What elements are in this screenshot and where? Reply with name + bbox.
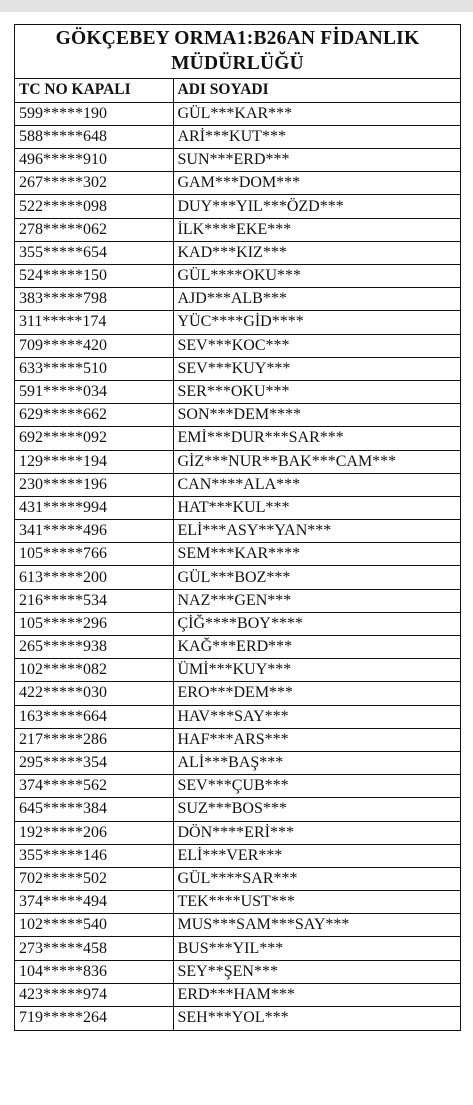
tc-no-cell: 230*****196 xyxy=(15,473,173,496)
table-row xyxy=(15,241,460,264)
table-row xyxy=(15,404,460,427)
name-cell: SER***OKU*** xyxy=(173,380,460,403)
table-row xyxy=(15,589,460,612)
name-cell: GÜL***KAR*** xyxy=(173,102,460,125)
name-cell: ERO***DEM*** xyxy=(173,682,460,705)
tc-no-cell: 423*****974 xyxy=(15,983,173,1006)
tc-no-cell: 267*****302 xyxy=(15,172,173,195)
name-cell: ELİ***ASY**YAN*** xyxy=(173,520,460,543)
table-row xyxy=(15,775,460,798)
tc-no-cell: 374*****494 xyxy=(15,891,173,914)
name-cell: GÜL****SAR*** xyxy=(173,867,460,890)
tc-no-cell: 102*****540 xyxy=(15,914,173,937)
table-row xyxy=(15,357,460,380)
name-cell: ALİ***BAŞ*** xyxy=(173,751,460,774)
tc-no-cell: 613*****200 xyxy=(15,566,173,589)
name-cell: SEM***KAR**** xyxy=(173,543,460,566)
name-cell: DUY***YIL***ÖZD*** xyxy=(173,195,460,218)
tc-no-cell: 265*****938 xyxy=(15,636,173,659)
tc-no-cell: 591*****034 xyxy=(15,380,173,403)
name-cell: BUS***YIL*** xyxy=(173,937,460,960)
title-line-2: MÜDÜRLÜĞÜ xyxy=(171,53,304,74)
name-cell: SUZ***BOS*** xyxy=(173,798,460,821)
table-row xyxy=(15,288,460,311)
table-row xyxy=(15,427,460,450)
table-row xyxy=(15,891,460,914)
tc-no-cell: 311*****174 xyxy=(15,311,173,334)
name-cell: KAĞ***ERD*** xyxy=(173,636,460,659)
table-row xyxy=(15,195,460,218)
tc-no-cell: 496*****910 xyxy=(15,149,173,172)
tc-no-cell: 129*****194 xyxy=(15,450,173,473)
name-cell: ÇİĞ****BOY**** xyxy=(173,612,460,635)
table-body xyxy=(15,102,460,1030)
table-row xyxy=(15,844,460,867)
tc-no-cell: 645*****384 xyxy=(15,798,173,821)
table-row xyxy=(15,218,460,241)
tc-no-cell: 105*****296 xyxy=(15,612,173,635)
document-sheet xyxy=(14,24,461,1031)
tc-no-cell: 431*****994 xyxy=(15,496,173,519)
tc-no-cell: 629*****662 xyxy=(15,404,173,427)
name-cell: SEH***YOL*** xyxy=(173,1007,460,1030)
table-row xyxy=(15,682,460,705)
table-row xyxy=(15,566,460,589)
name-cell: SEV***KUY*** xyxy=(173,357,460,380)
table-row xyxy=(15,496,460,519)
table-row xyxy=(15,960,460,983)
table-row xyxy=(15,867,460,890)
name-cell: ELİ***VER*** xyxy=(173,844,460,867)
tc-no-cell: 278*****062 xyxy=(15,218,173,241)
records-table xyxy=(15,79,460,1030)
tc-no-cell: 217*****286 xyxy=(15,728,173,751)
table-row xyxy=(15,380,460,403)
table-row xyxy=(15,728,460,751)
name-cell: MUS***SAM***SAY*** xyxy=(173,914,460,937)
tc-no-cell: 295*****354 xyxy=(15,751,173,774)
table-row xyxy=(15,450,460,473)
name-cell: GÜL****OKU*** xyxy=(173,265,460,288)
tc-no-cell: 163*****664 xyxy=(15,705,173,728)
name-cell: EMİ***DUR***SAR*** xyxy=(173,427,460,450)
header-name: ADI SOYADI xyxy=(173,79,460,102)
tc-no-cell: 105*****766 xyxy=(15,543,173,566)
tc-no-cell: 702*****502 xyxy=(15,867,173,890)
tc-no-cell: 599*****190 xyxy=(15,102,173,125)
table-row xyxy=(15,125,460,148)
table-row xyxy=(15,798,460,821)
name-cell: HAV***SAY*** xyxy=(173,705,460,728)
name-cell: TEK****UST*** xyxy=(173,891,460,914)
name-cell: SON***DEM**** xyxy=(173,404,460,427)
name-cell: KAD***KIZ*** xyxy=(173,241,460,264)
name-cell: HAT***KUL*** xyxy=(173,496,460,519)
tc-no-cell: 216*****534 xyxy=(15,589,173,612)
table-row xyxy=(15,705,460,728)
table-row xyxy=(15,659,460,682)
name-cell: AJD***ALB*** xyxy=(173,288,460,311)
table-row xyxy=(15,636,460,659)
header-row xyxy=(15,79,460,102)
tc-no-cell: 192*****206 xyxy=(15,821,173,844)
tc-no-cell: 355*****146 xyxy=(15,844,173,867)
name-cell: GÜL***BOZ*** xyxy=(173,566,460,589)
table-row xyxy=(15,543,460,566)
table-row xyxy=(15,821,460,844)
name-cell: ÜMİ***KUY*** xyxy=(173,659,460,682)
name-cell: GİZ***NUR**BAK***CAM*** xyxy=(173,450,460,473)
tc-no-cell: 104*****836 xyxy=(15,960,173,983)
table-row xyxy=(15,914,460,937)
tc-no-cell: 633*****510 xyxy=(15,357,173,380)
top-bar xyxy=(0,0,473,12)
table-row xyxy=(15,265,460,288)
table-row xyxy=(15,983,460,1006)
name-cell: SEV***ÇUB*** xyxy=(173,775,460,798)
tc-no-cell: 522*****098 xyxy=(15,195,173,218)
table-row xyxy=(15,937,460,960)
name-cell: DÖN****ERİ*** xyxy=(173,821,460,844)
table-row xyxy=(15,334,460,357)
tc-no-cell: 273*****458 xyxy=(15,937,173,960)
tc-no-cell: 719*****264 xyxy=(15,1007,173,1030)
tc-no-cell: 374*****562 xyxy=(15,775,173,798)
name-cell: İLK****EKE*** xyxy=(173,218,460,241)
tc-no-cell: 383*****798 xyxy=(15,288,173,311)
tc-no-cell: 692*****092 xyxy=(15,427,173,450)
title-line-1: GÖKÇEBEY ORMA1:B26AN FİDANLIK xyxy=(55,28,420,49)
name-cell: SEV***KOC*** xyxy=(173,334,460,357)
tc-no-cell: 102*****082 xyxy=(15,659,173,682)
name-cell: YÜC****GİD**** xyxy=(173,311,460,334)
name-cell: GAM***DOM*** xyxy=(173,172,460,195)
table-row xyxy=(15,751,460,774)
table-row xyxy=(15,473,460,496)
table-row xyxy=(15,520,460,543)
tc-no-cell: 709*****420 xyxy=(15,334,173,357)
tc-no-cell: 422*****030 xyxy=(15,682,173,705)
tc-no-cell: 588*****648 xyxy=(15,125,173,148)
name-cell: CAN****ALA*** xyxy=(173,473,460,496)
name-cell: ERD***HAM*** xyxy=(173,983,460,1006)
table-row xyxy=(15,102,460,125)
tc-no-cell: 524*****150 xyxy=(15,265,173,288)
table-row xyxy=(15,172,460,195)
name-cell: ARİ***KUT*** xyxy=(173,125,460,148)
table-row xyxy=(15,149,460,172)
document-title xyxy=(15,25,460,79)
name-cell: SEY**ŞEN*** xyxy=(173,960,460,983)
table-row xyxy=(15,612,460,635)
name-cell: NAZ***GEN*** xyxy=(173,589,460,612)
table-row xyxy=(15,311,460,334)
table-row xyxy=(15,1007,460,1030)
header-tc-no: TC NO KAPALI xyxy=(15,79,173,102)
tc-no-cell: 341*****496 xyxy=(15,520,173,543)
name-cell: HAF***ARS*** xyxy=(173,728,460,751)
name-cell: SUN***ERD*** xyxy=(173,149,460,172)
tc-no-cell: 355*****654 xyxy=(15,241,173,264)
